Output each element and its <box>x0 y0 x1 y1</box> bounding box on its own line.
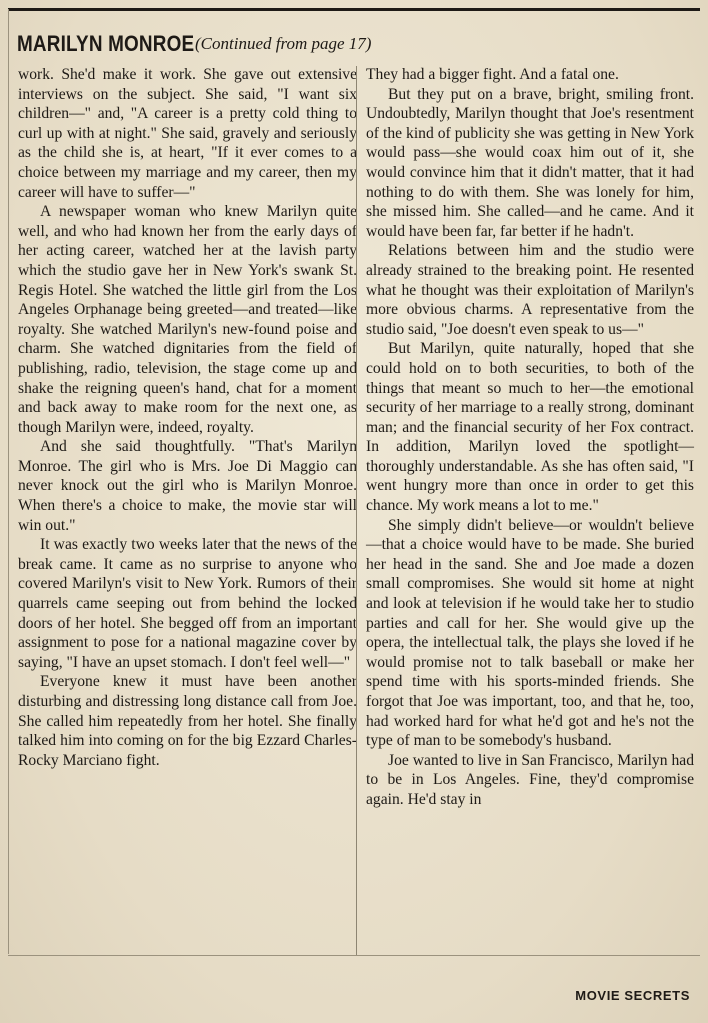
paragraph: She simply didn't believe—or wouldn't believe—that a choice would have to be made. She buried her head in the sand. She and Joe made a dozen small compromises. She would sit home at night and look at television if he would take her to studio parties and call for her. She would give up the opera, the intellectual talk, the plays she loved if he would promise not to talk baseball or make her spend time with his sports-minded friends. She forgot that Joe was important, too, and that he, too, had worked hard for what he'd got and he's not the type of man to be somebody's husband. <box>366 516 694 750</box>
publication-footer: MOVIE SECRETS <box>575 988 690 1003</box>
paragraph: work. She'd make it work. She gave out extensive interviews on the subject. She said, "I want six children—" and, "A career is a pretty cold thing to curl up with at night." She said, gravely and seriously as the child she is, at heart, "If it ever comes to a choice between my marriage and my career, then my career will have to suffer—" <box>18 66 357 201</box>
continued-note: (Continued from page 17) <box>195 34 372 53</box>
paragraph: They had a bigger fight. And a fatal one. <box>366 66 619 83</box>
paragraph: It was exactly two weeks later that the news of the break came. It came as no surprise to anyone who covered Marilyn's visit to New York. Rumors of their quarrels came seeping out from behind the locked doors of her hotel. She begged off from an important assignment to pose for a national magazine cover by saying, "I have an upset stomach. I don't feel well—" <box>18 536 357 671</box>
paragraph: And she said thoughtfully. "That's Marilyn Monroe. The girl who is Mrs. Joe Di Maggio can never knock out the girl who is Marilyn Monroe. When there's a choice to make, the movie star will win out." <box>18 438 357 534</box>
article-header <box>17 31 697 59</box>
left-column <box>18 65 357 770</box>
paragraph: But they put on a brave, bright, smiling front. Undoubtedly, Marilyn thought that Joe's resentment of the kind of publicity she was getting in New York would pass—she would coax him out of it, she would convince him that it didn't matter, that it had nothing to do with them. She was lonely for him, she missed him. She called—and he came. And it would have been far, far better if he hadn't. <box>366 85 694 240</box>
paragraph: Joe wanted to live in San Francisco, Marilyn had to be in Los Angeles. Fine, they'd compromise again. He'd stay in <box>366 751 694 808</box>
paragraph: Relations between him and the studio were already strained to the breaking point. He resented what he thought was their exploitation of Marilyn's more obvious charms. A representative from the studio said, "Joe doesn't even speak to us—" <box>366 242 694 338</box>
column-divider <box>356 66 357 956</box>
right-column <box>366 65 694 810</box>
left-border <box>8 9 9 954</box>
top-rule <box>8 8 700 11</box>
paragraph: Everyone knew it must have been another disturbing and distressing long distance call from Joe. She called him repeatedly from her hotel. She finally talked him into coming on for the big Ezzard Charles-Rocky Marciano fight. <box>18 673 357 769</box>
paragraph: A newspaper woman who knew Marilyn quite well, and who had known her from the early days of her acting career, watched her at the lavish party which the studio gave her in New York's swank St. Regis Hotel. She watched the little girl from the Los Angeles Orphanage being greeted—and treated—like royalty. She watched Marilyn's new-found poise and charm. She watched dignitaries from the field of publishing, radio, television, the stage come up and shake the reigning queen's hand, chat for a moment and back away to make room for the next one, as though Marilyn were, indeed, royalty. <box>18 203 357 436</box>
article-title: MARILYN MONROE <box>17 31 195 56</box>
bottom-rule <box>8 955 700 956</box>
paragraph: But Marilyn, quite naturally, hoped that she could hold on to both securities, to both of the things that meant so much to her—the emotional security of her marriage to a really strong, dominant man; and the financial security of her Fox contract. In addition, Marilyn loved the spotlight—thoroughly understandable. As she has often said, "I went hungry more than once in order to get this chance. My work means a lot to me." <box>366 340 694 515</box>
